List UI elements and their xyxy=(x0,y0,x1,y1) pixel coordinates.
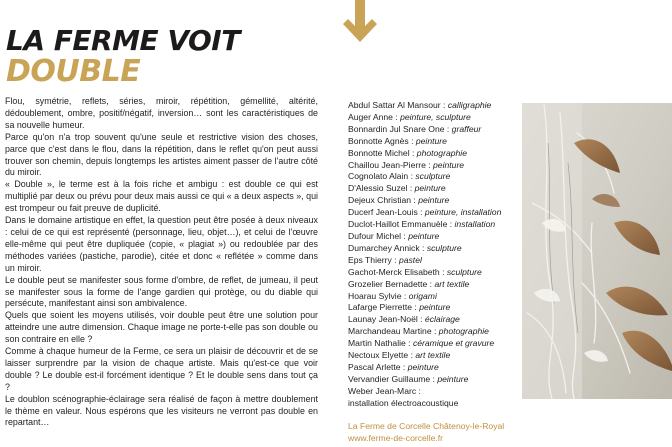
artist-row xyxy=(348,148,518,160)
artist-role: peinture xyxy=(415,135,447,146)
artist-row xyxy=(348,112,518,124)
intro-paragraph: Flou, symétrie, reflets, séries, miroir, répétition, gémellité, altérité, dédoublement, ombre, positif/négatif, inversion… sont les caractéristiques de sa nouvelle humeur. xyxy=(5,96,318,130)
artist-role: sculpture xyxy=(446,266,482,277)
artist-role: sculpture xyxy=(415,171,451,182)
artist-name: Duclot-Haillot Emmanuèle : xyxy=(348,219,455,230)
artist-role: peinture xyxy=(414,183,446,194)
page-title-line2: DOUBLE xyxy=(6,54,141,89)
artist-name: Ducerf Jean-Louis : xyxy=(348,207,425,218)
artist-name: Gachot-Merck Elisabeth : xyxy=(348,266,447,277)
artist-name: Martin Nathalie : xyxy=(348,338,413,349)
artist-name: Abdul Sattar Al Mansour : xyxy=(348,100,448,110)
artist-role: photographie xyxy=(416,147,467,158)
intro-paragraph: Parce qu'on n'a trop souvent qu'une seule et restrictive vision des choses, parce que c'est dans le flou, dans la répétition, dans le reflet qu'on peut aussi trouver son chemin, depuis longtemps les artistes aiment passer de l'autre côté du miroir. xyxy=(5,131,318,178)
artist-row xyxy=(348,398,518,410)
artist-role: peinture xyxy=(419,302,451,313)
page-title-line1: LA FERME VOIT xyxy=(6,24,240,57)
artist-role: installation xyxy=(454,219,496,230)
artist-list xyxy=(348,100,518,410)
artist-row xyxy=(348,291,518,303)
artist-row xyxy=(348,183,518,195)
artist-role: sculpture xyxy=(426,242,462,253)
venue-footer xyxy=(348,421,504,445)
intro-paragraph: Dans le domaine artistique en effet, la question peut être posée à deux niveaux : celui de ce qui est représenté (personnage, lieu, objet…), et celui de l'œuvre elle-même qui peut être dupliquée (copie, « plagiat ») ou redoublée par des méthodes variées (pastiche, parodie), citée et donc « reflétée » comme dans un miroir. xyxy=(5,215,318,273)
venue-website-link[interactable]: www.ferme-de-corcelle.fr xyxy=(348,432,444,443)
artist-row xyxy=(348,267,518,279)
artist-name: Cognolato Alain : xyxy=(348,171,416,182)
artist-row xyxy=(348,350,518,362)
artist-row xyxy=(348,243,518,255)
artist-row xyxy=(348,160,518,172)
artist-row xyxy=(348,136,518,148)
artist-name: Eps Thierry : xyxy=(348,254,399,265)
artist-role: peinture xyxy=(433,159,465,170)
artist-role: céramique et gravure xyxy=(412,338,495,349)
artist-role: peinture xyxy=(437,373,469,384)
artist-row xyxy=(348,219,518,231)
artist-row xyxy=(348,255,518,267)
intro-paragraph: « Double », le terme est à la fois riche et ambigu : est double ce qui est multiplié par deux ou prévu pour deux mais aussi ce qui « a deux aspects », qui est trompeur ou fait preuve de duplicité. xyxy=(5,179,318,214)
artist-role: pastel xyxy=(398,254,422,265)
artist-name: Launay Jean-Noël : xyxy=(348,314,425,325)
artist-name: Dumarchey Annick : xyxy=(348,242,427,253)
artist-row xyxy=(348,100,518,112)
artist-row xyxy=(348,171,518,183)
artist-name: Auger Anne : xyxy=(348,111,401,122)
artist-name: Weber Jean-Marc : xyxy=(348,385,421,396)
artwork-photo xyxy=(522,103,672,399)
artist-role: peinture, sculpture xyxy=(400,111,471,122)
artist-name: Chaillou Jean-Pierre : xyxy=(348,159,434,170)
artist-row xyxy=(348,374,518,386)
artist-row xyxy=(348,207,518,219)
artist-role: peinture xyxy=(418,195,450,206)
artist-name: Dejeux Christian : xyxy=(348,195,419,206)
artist-role: calligraphie xyxy=(447,100,492,110)
artist-role: origami xyxy=(408,290,437,301)
artist-name: D'Alessio Suzel : xyxy=(348,183,415,194)
intro-paragraph: Quels que soient les moyens utilisés, voir double peut être une solution pour atteindre une autre dimension. Chaque image ne porte-t-elle pas son double ou son contraire en elle ? xyxy=(5,310,318,345)
artist-role: graffeur xyxy=(451,123,482,134)
intro-paragraph: Le double peut se manifester sous forme d'ombre, de reflet, de jumeau, il peut se manifester sous la forme de l'ange gardien qui protège, ou du diable qui persécute, manifestant ainsi son ambivalence. xyxy=(5,274,318,309)
artist-role: peinture, installation xyxy=(424,207,502,218)
artist-name: Bonnardin Jul Snare One : xyxy=(348,123,452,134)
artist-name: Pascal Arlette : xyxy=(348,361,408,372)
artist-role: art textile xyxy=(434,278,470,289)
artist-row xyxy=(348,314,518,326)
artist-role: peinture xyxy=(407,361,439,372)
artist-row xyxy=(348,326,518,338)
intro-paragraph: Comme à chaque humeur de la Ferme, ce sera un plaisir de découvrir et de se laisser surprendre par la vision de chaque artiste. Mais qu'est-ce que voir double ? Le double est-il forcément identique ? Et le double sens dans tout ça ? xyxy=(5,346,318,392)
artist-name: Lafarge Pierrette : xyxy=(348,302,420,313)
artist-name: Grozelier Bernadette : xyxy=(348,278,435,289)
artist-role: art textile xyxy=(415,350,451,361)
artist-name: Bonnotte Michel : xyxy=(348,147,417,158)
artist-row xyxy=(348,362,518,374)
artist-name: Marchandeau Martine : xyxy=(348,326,439,337)
artist-row xyxy=(348,195,518,207)
artist-row xyxy=(348,279,518,291)
down-arrow-icon xyxy=(343,0,377,46)
artist-row xyxy=(348,338,518,350)
artist-row xyxy=(348,302,518,314)
artist-name: installation électroacoustique xyxy=(348,397,459,408)
venue-name: La Ferme de Corcelle Châtenoy-le-Royal xyxy=(348,421,505,431)
intro-paragraph: Le doublon scénographie-éclairage sera réalisé de façon à mettre doublement le thème en valeur. Nous espérons que les visiteurs ne verront pas double en repartant… xyxy=(5,393,318,428)
intro-text xyxy=(5,96,318,429)
artist-role: photographie xyxy=(438,326,489,337)
artist-row xyxy=(348,124,518,136)
artist-name: Hoarau Sylvie : xyxy=(348,290,409,301)
artist-role: éclairage xyxy=(424,314,460,325)
artist-name: Bonnotte Agnès : xyxy=(348,135,416,146)
artist-name: Nectoux Elyette : xyxy=(348,350,416,361)
artist-name: Vervandier Guillaume : xyxy=(348,373,438,384)
artist-row xyxy=(348,231,518,243)
artist-role: peinture xyxy=(408,230,440,241)
artist-row xyxy=(348,386,518,398)
artist-name: Dufour Michel : xyxy=(348,230,409,241)
